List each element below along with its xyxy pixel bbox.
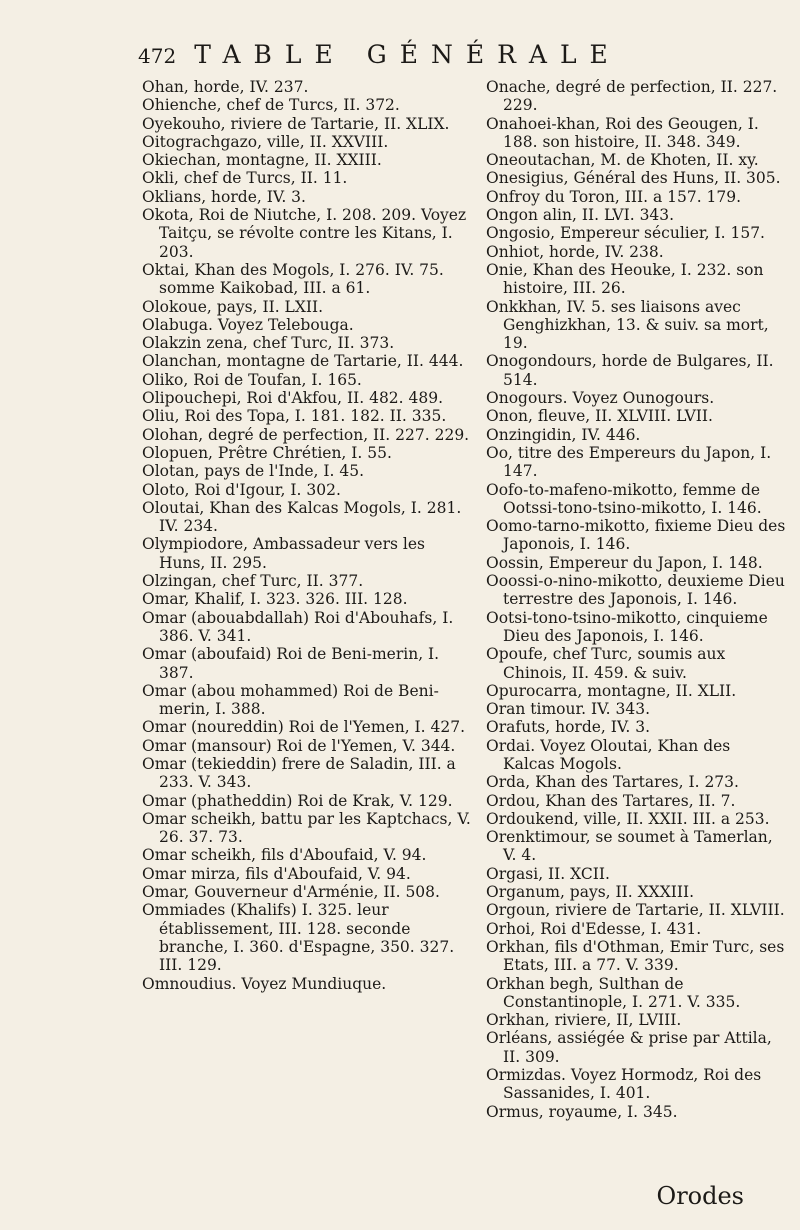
index-entry: Okli, chef de Turcs, II. 11. bbox=[142, 169, 348, 188]
index-entry: Ordou, Khan des Tartares, II. 7. bbox=[486, 791, 736, 810]
index-entry: Oo, titre des Empereurs du Japon, I. 147. bbox=[486, 443, 772, 481]
index-entry: Olipouchepi, Roi d'Akfou, II. 482. 489. bbox=[142, 389, 444, 408]
index-entry: Onkkhan, IV. 5. ses liaisons avec Genghizkhan, 13. & suiv. sa mort, 19. bbox=[486, 297, 769, 353]
index-entry: Onogours. Voyez Ounogours. bbox=[486, 389, 715, 408]
index-entry: Omar scheikh, battu par les Kaptchacs, V. 26. 37. 73. bbox=[142, 809, 471, 847]
index-entry: Onhiot, horde, IV. 238. bbox=[486, 242, 664, 261]
index-entry: Onfroy du Toron, III. a 157. 179. bbox=[486, 187, 742, 206]
index-entry: Ongon alin, II. LVI. 343. bbox=[486, 206, 675, 225]
index-entry: Orkhan begh, Sulthan de Constantinople, I. 271. V. 335. bbox=[486, 974, 741, 1011]
index-entry: Olokoue, pays, II. LXII. bbox=[142, 297, 324, 316]
index-entry: Orafuts, horde, IV. 3. bbox=[486, 718, 651, 737]
index-entry: Okota, Roi de Niutche, I. 208. 209. Voyez Taitçu, se révolte contre les Kitans, I. 203. bbox=[142, 206, 467, 261]
left-index-column bbox=[142, 78, 472, 993]
index-entry: Oneoutachan, M. de Khoten, II. xy. bbox=[486, 151, 759, 170]
index-entry: Orenktimour, se soumet à Tamerlan, V. 4. bbox=[486, 828, 773, 865]
index-entry: Onache, degré de perfection, II. 227. 229. bbox=[486, 78, 778, 115]
index-entry: Omar (aboufaid) Roi de Beni-merin, I. 387. bbox=[142, 645, 440, 682]
index-entry: Orléans, assiégée & prise par Attila, II. 309. bbox=[486, 1029, 772, 1066]
index-entry: Organum, pays, II. XXXIII. bbox=[486, 883, 695, 902]
index-entry: Oofo-to-mafeno-mikotto, femme de Ootssi-tono-tsino-mikotto, I. 146. bbox=[486, 480, 762, 517]
index-entry: Omar (tekieddin) frere de Saladin, III. a 233. V. 343. bbox=[142, 754, 456, 792]
index-entry: Olopuen, Prêtre Chrétien, I. 55. bbox=[142, 443, 392, 462]
index-entry: Ongosio, Empereur séculier, I. 157. bbox=[486, 224, 765, 243]
index-entry: Omar scheikh, fils d'Aboufaid, V. 94. bbox=[142, 846, 427, 865]
index-entry: Oliko, Roi de Toufan, I. 165. bbox=[142, 370, 362, 389]
index-entry: Onzingidin, IV. 446. bbox=[486, 425, 641, 444]
index-entry: Oloto, Roi d'Igour, I. 302. bbox=[142, 480, 341, 499]
index-entry: Ormus, royaume, I. 345. bbox=[486, 1102, 678, 1121]
index-entry: Ohan, horde, IV. 237. bbox=[142, 78, 309, 96]
index-entry: Ooossi-o-nino-mikotto, deuxieme Dieu terrestre des Japonois, I. 146. bbox=[486, 572, 785, 609]
index-entry: Orkhan, riviere, II, LVIII. bbox=[486, 1011, 682, 1030]
index-entry: Onesigius, Général des Huns, II. 305. bbox=[486, 169, 781, 188]
index-entry: Orda, Khan des Tartares, I. 273. bbox=[486, 773, 739, 792]
index-entry: Oyekouho, riviere de Tartarie, II. XLIX. bbox=[142, 114, 450, 133]
index-entry: Omar (mansour) Roi de l'Yemen, V. 344. bbox=[142, 736, 456, 755]
index-entry: Omnoudius. Voyez Mundiuque. bbox=[142, 974, 387, 993]
index-entry: Oloutai, Khan des Kalcas Mogols, I. 281. IV. 234. bbox=[142, 498, 462, 536]
index-entry: Opurocarra, montagne, II. XLII. bbox=[486, 681, 737, 700]
index-entry: Ohienche, chef de Turcs, II. 372. bbox=[142, 96, 400, 115]
index-entry: Omar (noureddin) Roi de l'Yemen, I. 427. bbox=[142, 718, 466, 737]
index-entry: Omar (phatheddin) Roi de Krak, V. 129. bbox=[142, 791, 453, 810]
index-entry: Okiechan, montagne, II. XXIII. bbox=[142, 151, 382, 170]
page-number: 472 bbox=[138, 44, 177, 68]
index-entry: Oklians, horde, IV. 3. bbox=[142, 187, 306, 206]
catchword: Orodes bbox=[656, 1182, 744, 1210]
index-entry: Onon, fleuve, II. XLVIII. LVII. bbox=[486, 407, 713, 426]
index-entry: Orhoi, Roi d'Edesse, I. 431. bbox=[486, 919, 702, 938]
index-entry: Omar mirza, fils d'Aboufaid, V. 94. bbox=[142, 864, 411, 883]
index-entry: Onie, Khan des Heouke, I. 232. son histoire, III. 26. bbox=[486, 260, 764, 298]
index-entry: Omar (abouabdallah) Roi d'Abouhafs, I. 386. V. 341. bbox=[142, 608, 454, 645]
index-entry: Onahoei-khan, Roi des Geougen, I. 188. son histoire, II. 348. 349. bbox=[486, 114, 759, 151]
index-entry: Omar, Gouverneur d'Arménie, II. 508. bbox=[142, 883, 440, 902]
index-entry: Opoufe, chef Turc, soumis aux Chinois, II. 459. & suiv. bbox=[486, 645, 726, 682]
index-entry: Olabuga. Voyez Telebouga. bbox=[142, 315, 354, 334]
right-index-column bbox=[486, 78, 786, 1121]
index-entry: Omar (abou mohammed) Roi de Beni-merin, I. 388. bbox=[142, 681, 439, 719]
index-entry: Olzingan, chef Turc, II. 377. bbox=[142, 572, 364, 591]
page-header bbox=[138, 40, 658, 76]
index-entry: Olanchan, montagne de Tartarie, II. 444. bbox=[142, 352, 464, 371]
index-entry: Onogondours, horde de Bulgares, II. 514. bbox=[486, 352, 774, 389]
index-entry: Orgoun, riviere de Tartarie, II. XLVIII. bbox=[486, 901, 785, 920]
index-entry: Orgasi, II. XCII. bbox=[486, 864, 610, 883]
index-entry: Olympiodore, Ambassadeur vers les Huns, II. 295. bbox=[142, 535, 425, 572]
index-entry: Oran timour. IV. 343. bbox=[486, 700, 650, 719]
index-entry: Ormizdas. Voyez Hormodz, Roi des Sassanides, I. 401. bbox=[486, 1066, 762, 1103]
index-entry: Olotan, pays de l'Inde, I. 45. bbox=[142, 462, 365, 481]
index-entry: Olohan, degré de perfection, II. 227. 229. bbox=[142, 425, 470, 444]
index-entry: Ordai. Voyez Oloutai, Khan des Kalcas Mogols. bbox=[486, 736, 731, 773]
index-entry: Ommiades (Khalifs) I. 325. leur établissement, III. 128. seconde branche, I. 360. d'Espagne, 350. 327. III. 129. bbox=[142, 901, 455, 975]
index-entry: Olakzin zena, chef Turc, II. 373. bbox=[142, 334, 395, 353]
index-entry: Ordoukend, ville, II. XXII. III. a 253. bbox=[486, 809, 770, 828]
index-entry: Oomo-tarno-mikotto, fixieme Dieu des Japonois, I. 146. bbox=[486, 517, 786, 554]
index-entry: Orkhan, fils d'Othman, Emir Turc, ses Etats, III. a 77. V. 339. bbox=[486, 937, 785, 975]
index-entry: Oitograchgazo, ville, II. XXVIII. bbox=[142, 132, 389, 151]
index-entry: Ootsi-tono-tsino-mikotto, cinquieme Dieu des Japonois, I. 146. bbox=[486, 608, 768, 645]
running-title: TABLE GÉNÉRALE bbox=[194, 40, 621, 69]
index-entry: Oktai, Khan des Mogols, I. 276. IV. 75. somme Kaikobad, III. a 61. bbox=[142, 260, 444, 298]
index-entry: Omar, Khalif, I. 323. 326. III. 128. bbox=[142, 590, 408, 609]
index-entry: Oossin, Empereur du Japon, I. 148. bbox=[486, 553, 763, 572]
index-entry: Oliu, Roi des Topa, I. 181. 182. II. 335. bbox=[142, 407, 447, 426]
